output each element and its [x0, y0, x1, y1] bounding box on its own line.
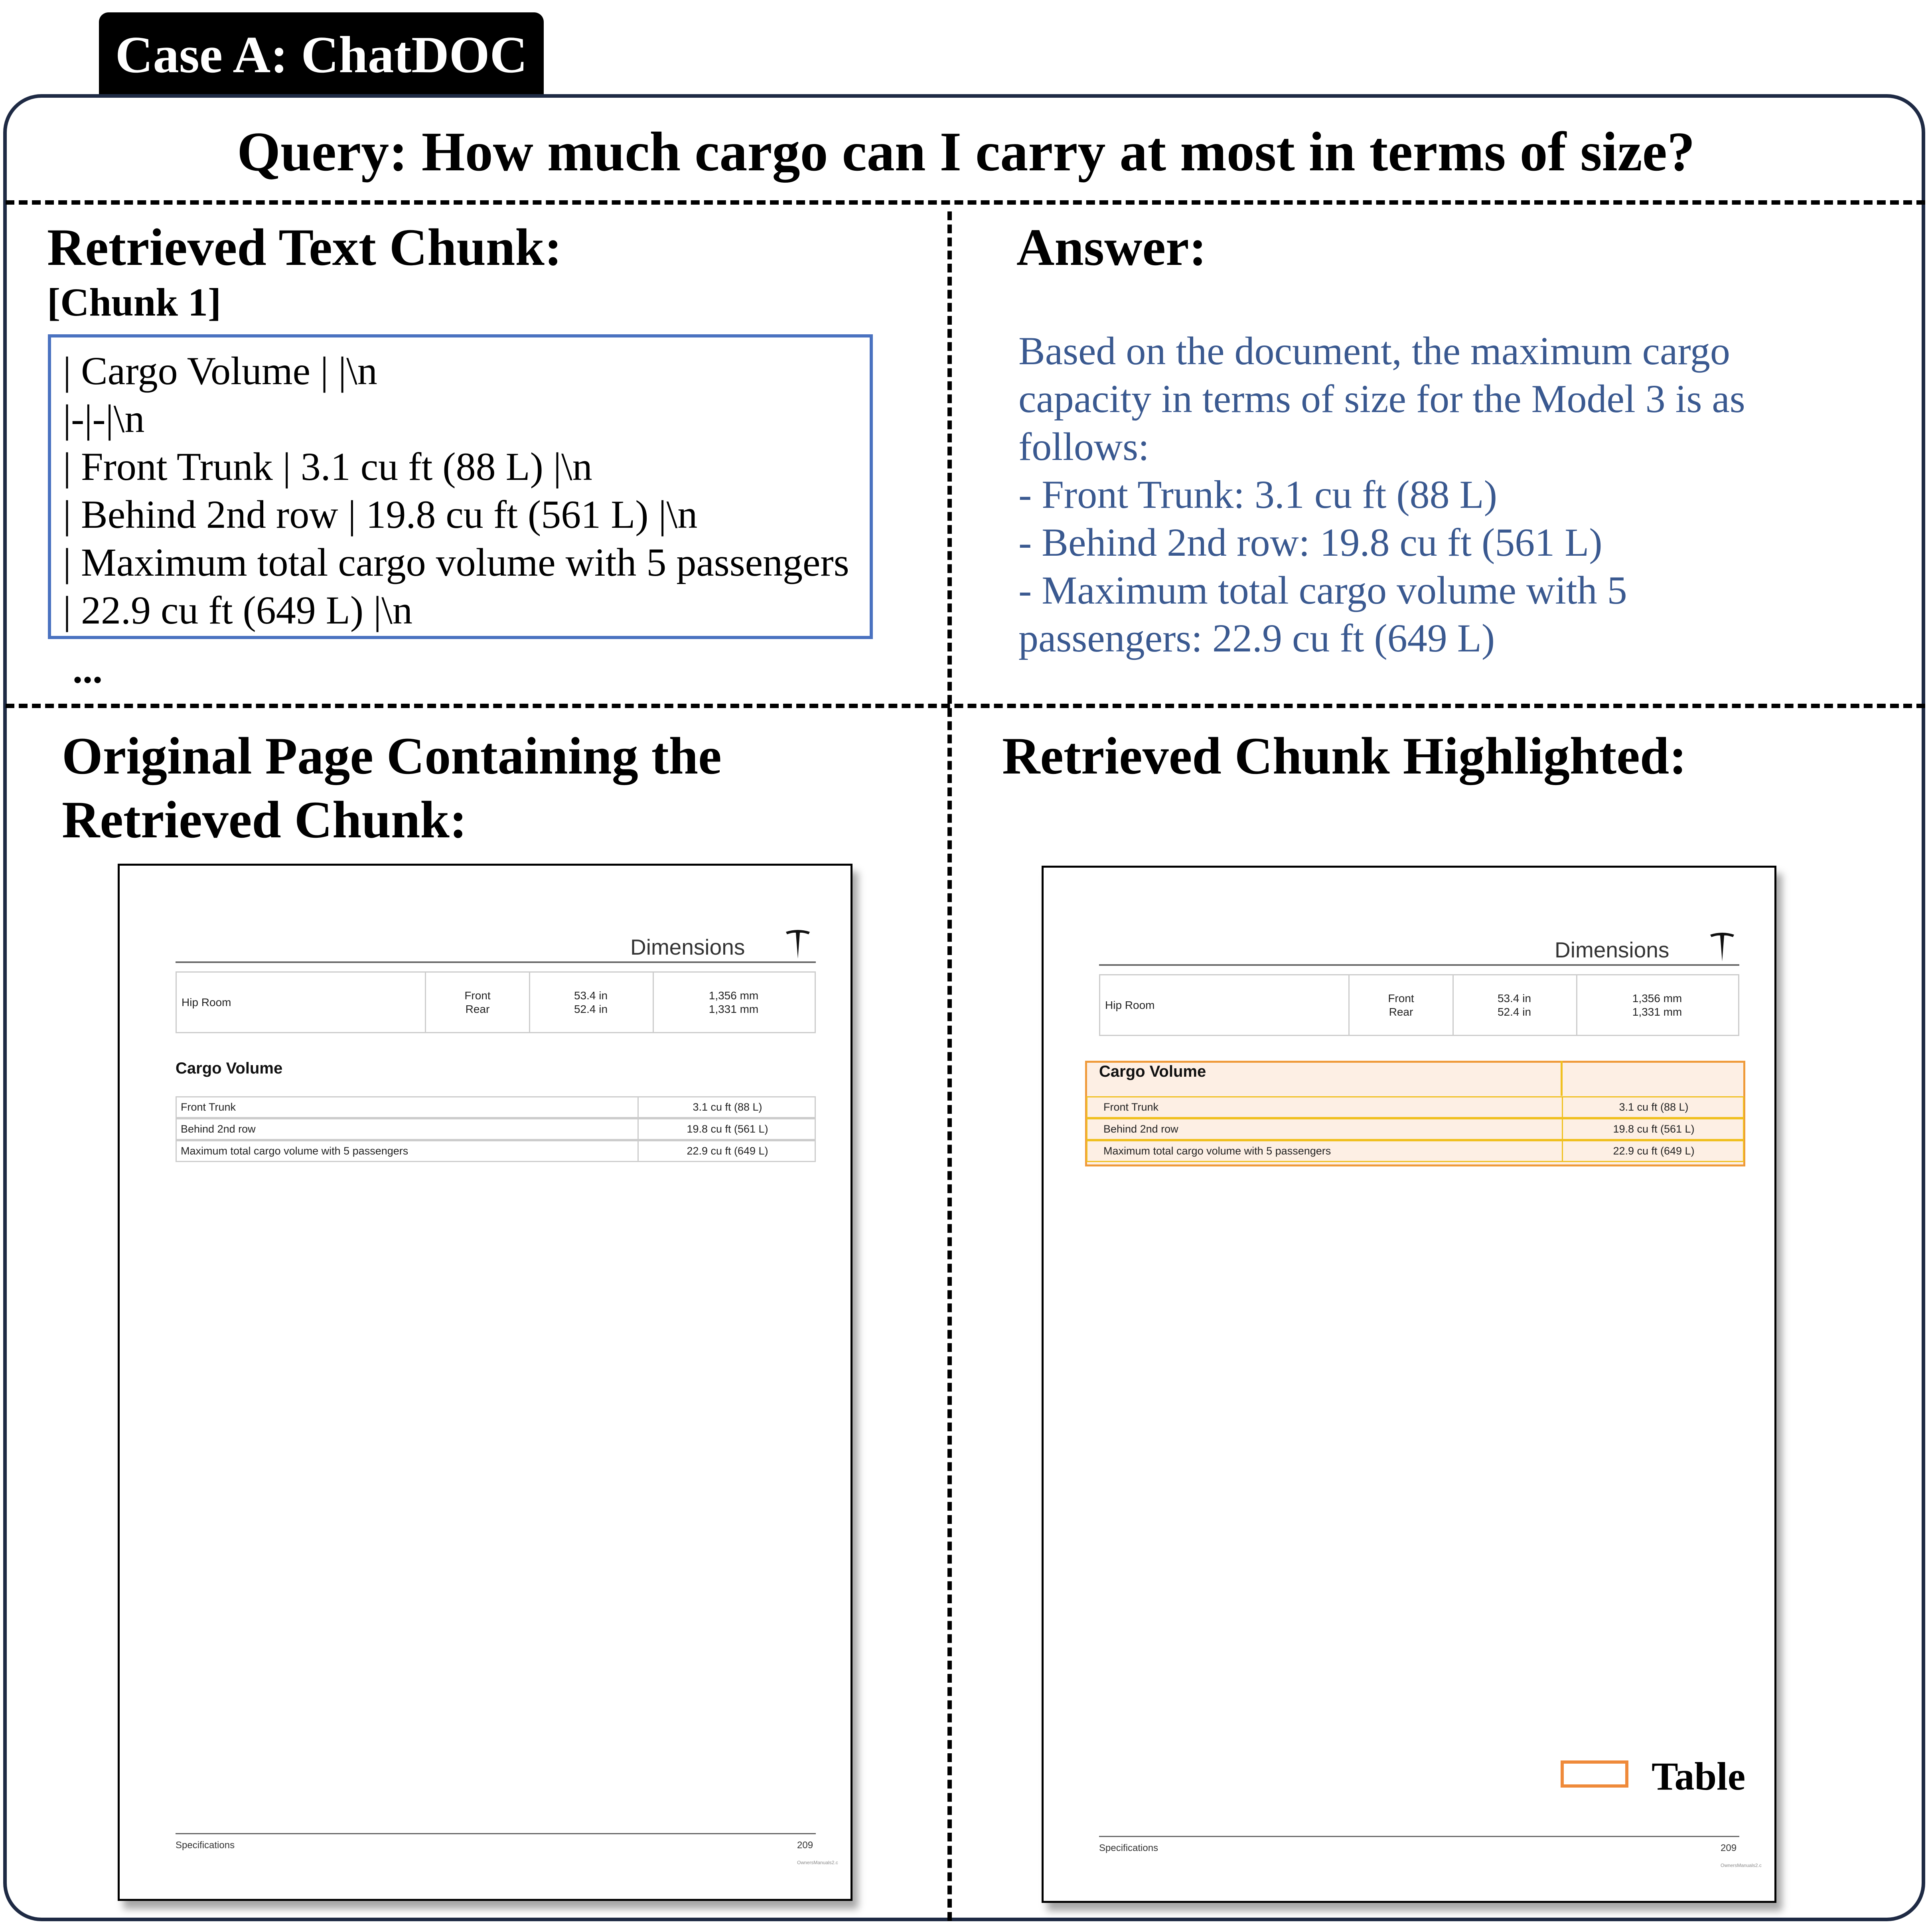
hip-room-mm: 1,356 mm 1,331 mm	[708, 989, 759, 1015]
hip-room-label: Hip Room	[1100, 975, 1350, 1035]
cargo-volume-heading: Cargo Volume	[1099, 1063, 1206, 1080]
legend-swatch	[1561, 1760, 1628, 1788]
middle-divider	[6, 704, 1925, 708]
retrieved-text-title: Retrieved Text Chunk:	[47, 218, 562, 276]
legend-label: Table	[1652, 1754, 1746, 1798]
page-header-rule	[176, 961, 816, 963]
hip-room-label: Hip Room	[177, 973, 426, 1032]
chunk-ellipsis: ...	[73, 647, 103, 691]
cargo-row-value: 19.8 cu ft (561 L)	[637, 1119, 816, 1139]
page-header-rule	[1099, 964, 1739, 966]
tesla-logo-icon	[784, 929, 812, 961]
page-footer-number: 209	[797, 1840, 813, 1851]
chunk-box	[48, 334, 873, 639]
cargo-row	[1086, 1118, 1744, 1140]
original-page-title-line2: Retrieved Chunk:	[62, 790, 467, 849]
cargo-row-label: Behind 2nd row	[181, 1123, 256, 1135]
cargo-row-value: 19.8 cu ft (561 L)	[1562, 1119, 1745, 1139]
answer-line: - Behind 2nd row: 19.8 cu ft (561 L)	[1018, 520, 1602, 564]
answer-line: passengers: 22.9 cu ft (649 L)	[1018, 616, 1495, 660]
chunk-line: | Behind 2nd row | 19.8 cu ft (561 L) |\n	[63, 492, 698, 537]
cargo-row-label: Maximum total cargo volume with 5 passengers	[181, 1145, 409, 1157]
answer-text	[1018, 327, 1896, 662]
cargo-row	[1086, 1140, 1744, 1162]
hip-room-inches: 53.4 in 52.4 in	[529, 973, 654, 1032]
page-section-title: Dimensions	[1555, 937, 1670, 962]
query-text: Query: How much cargo can I carry at most in terms of size?	[237, 121, 1695, 183]
hip-room-inches: 53.4 in 52.4 in	[1452, 975, 1577, 1035]
lower-vertical-divider	[947, 708, 952, 1921]
cargo-row-value: 3.1 cu ft (88 L)	[637, 1097, 816, 1117]
cargo-row-label: Maximum total cargo volume with 5 passengers	[1103, 1145, 1331, 1157]
highlight-header-divider	[1561, 1061, 1563, 1096]
page-footer-number: 209	[1721, 1843, 1737, 1853]
chunk-label: [Chunk 1]	[47, 280, 221, 324]
answer-line: follows:	[1018, 424, 1149, 469]
page-section-title: Dimensions	[630, 935, 745, 959]
answer-line: capacity in terms of size for the Model 3 is as	[1018, 377, 1745, 421]
upper-vertical-divider	[947, 211, 952, 704]
cargo-row-value: 22.9 cu ft (649 L)	[637, 1141, 816, 1161]
answer-line: - Front Trunk: 3.1 cu ft (88 L)	[1018, 472, 1497, 517]
answer-title: Answer:	[1016, 218, 1207, 276]
chunk-line: | Cargo Volume | |\n	[63, 349, 377, 393]
cargo-row-value: 22.9 cu ft (649 L)	[1562, 1141, 1745, 1161]
hip-room-table	[1099, 974, 1739, 1036]
hip-room-positions: Front Rear	[1350, 975, 1454, 1035]
chunk-line: |-|-|\n	[63, 397, 145, 441]
cargo-row	[176, 1096, 816, 1118]
cargo-row	[176, 1140, 816, 1162]
cargo-row-label: Front Trunk	[1103, 1101, 1159, 1113]
chunk-line: | Front Trunk | 3.1 cu ft (88 L) |\n	[63, 444, 592, 489]
hip-room-table	[176, 971, 816, 1033]
chunk-line: | Maximum total cargo volume with 5 passengers	[63, 540, 849, 584]
cargo-row-value: 3.1 cu ft (88 L)	[1562, 1097, 1745, 1117]
page-footer-rule	[176, 1833, 816, 1834]
cargo-row	[176, 1118, 816, 1140]
page-footer-section: Specifications	[1099, 1843, 1158, 1853]
original-page-title	[62, 724, 722, 852]
page-footer-section: Specifications	[176, 1840, 235, 1851]
cargo-volume-heading: Cargo Volume	[176, 1060, 283, 1077]
cargo-row	[1086, 1096, 1744, 1118]
hip-room-mm: 1,356 mm 1,331 mm	[1632, 992, 1682, 1018]
hip-room-positions: Front Rear	[426, 973, 530, 1032]
page-footer-site: OwnersManuals2.c	[797, 1860, 838, 1865]
cargo-row-label: Front Trunk	[181, 1101, 236, 1113]
cargo-row-label: Behind 2nd row	[1103, 1123, 1178, 1135]
query-divider	[6, 200, 1925, 205]
highlighted-title: Retrieved Chunk Highlighted:	[1002, 726, 1687, 785]
chunk-line: | 22.9 cu ft (649 L) |\n	[63, 588, 412, 632]
answer-line: Based on the document, the maximum cargo	[1018, 329, 1730, 373]
page-footer-site: OwnersManuals2.c	[1721, 1863, 1762, 1868]
original-page-title-line1: Original Page Containing the	[62, 726, 722, 785]
tesla-logo-icon	[1708, 931, 1736, 963]
page-footer-rule	[1099, 1836, 1739, 1837]
case-label-tab: Case A: ChatDOC	[99, 12, 544, 97]
answer-line: - Maximum total cargo volume with 5	[1018, 568, 1627, 612]
